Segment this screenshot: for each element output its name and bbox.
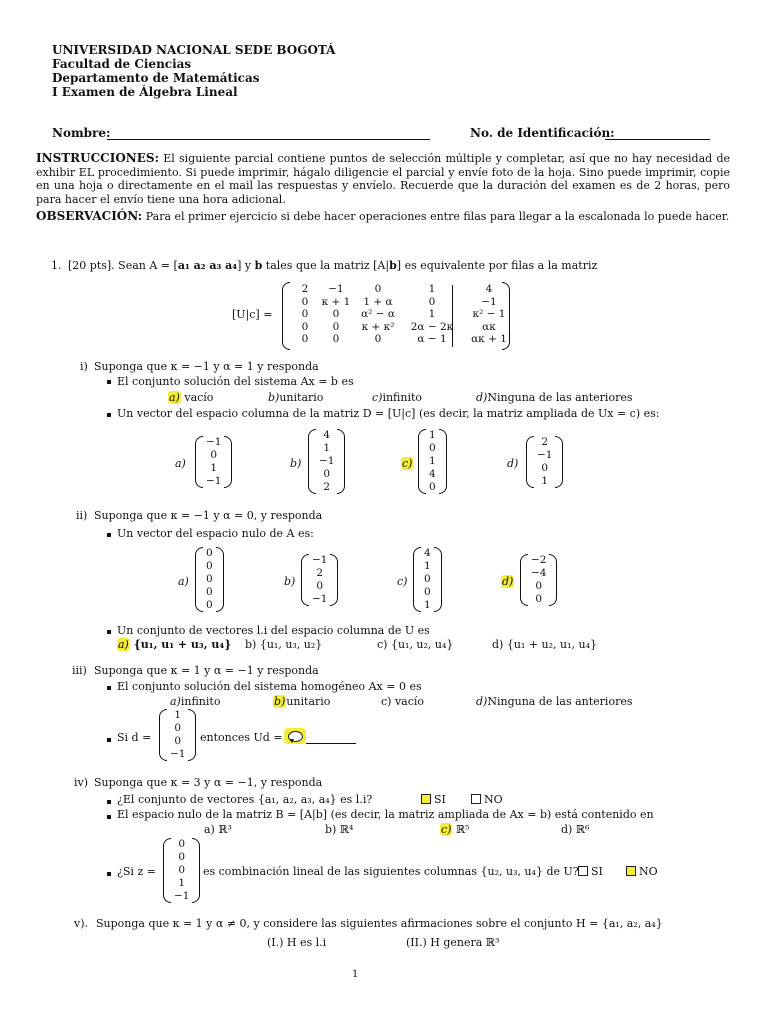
matrix-cell: 1 + α [363,295,393,308]
part-v-label: v). [74,917,89,930]
matrix-cell: 0 [428,295,436,308]
id-field[interactable] [605,139,710,140]
vector-entry: −1 [537,449,553,461]
bullet [107,872,111,876]
vector-entry: 0 [210,449,218,461]
part-i-option-a[interactable]: a) vacío [169,391,214,404]
name-label: Nombre: [52,126,111,140]
checkbox-icon [471,794,481,804]
bullet [107,380,111,384]
matrix-cell: α − 1 [417,333,447,345]
page-number: 1 [352,969,359,980]
part-i-bullet-2: Un vector del espacio columna de la matriz D = [U|c] (es decir, la matriz ampliada de Ux = c) es: [117,407,660,420]
part-iv-bullet-2: El espacio nulo de la matriz B = [A|b] (es decir, la matriz ampliada de Ax = b) está contenido en [117,808,654,821]
part-i-prompt: Suponga que κ = −1 y α = 1 y responda [94,360,319,373]
vector-entry: 0 [174,735,182,747]
vector-entry: 1 [424,560,431,572]
part-iv-b3-si-checkbox[interactable]: SI [578,865,603,878]
vector-entry: 4 [323,429,331,441]
checkbox-icon [578,866,588,876]
bullet [107,800,111,804]
observation: OBSERVACIÓN: Para el primer ejercicio si debe hacer operaciones entre filas para llegar a la escalonada lo puede hacer. [36,209,730,223]
part-iv-no-checkbox[interactable]: NO [471,793,503,806]
part-ii-vec-label-d[interactable]: d) [502,575,514,588]
part-i-vec-label-c[interactable]: c) [402,457,413,470]
part-iv-bullet-1: ¿El conjunto de vectores {a₁, a₂, a₃, a₄} es l.i? [117,793,373,806]
vector-entry: 1 [424,599,431,611]
part-iv-b3-no-checkbox[interactable]: NO [626,865,658,878]
part-ii-set-option-b[interactable]: b) {u₁, u₃, u₂} [245,638,323,651]
matrix-Uc [282,282,510,350]
vector-entry: −1 [206,475,222,487]
vector-entry: 0 [424,586,431,598]
vector-entry: −1 [312,593,328,605]
vector-entry: 1 [429,455,436,467]
part-iv-label: iv) [74,776,89,789]
part-i-label: i) [80,360,88,373]
part-ii-set-option-d[interactable]: d) {u₁ + u₂, u₁, u₄} [492,638,597,651]
department-title: Departamento de Matemáticas [52,71,260,85]
part-iii-option-c[interactable]: c) vacío [381,695,425,708]
q1-intro: [20 pts]. Sean A = [a₁ a₂ a₃ a₄] y b tales que la matriz [A|b] es equivalente por filas a la matriz [68,259,598,272]
part-iv-space-d[interactable]: d) ℝ⁶ [561,823,590,836]
z-vector [163,838,200,903]
matrix-cell: 0 [374,333,382,345]
part-ii-vec-label-c[interactable]: c) [397,575,408,588]
part-i-vector-a [195,436,232,488]
part-ii-vec-label-a[interactable]: a) [178,575,189,588]
vector-entry: 1 [178,877,186,889]
matrix-cell: 2 [301,283,309,295]
part-iv-si-checkbox[interactable]: SI [421,793,446,806]
bullet [107,630,111,634]
vector-entry: 0 [206,586,213,598]
matrix-cell: 4 [485,283,493,295]
vector-entry: 2 [316,567,324,579]
part-iii-option-b[interactable]: b)unitario [274,695,331,708]
part-ii-vector-c [413,547,442,612]
vector-entry: 0 [206,573,213,585]
vector-entry: −2 [531,554,547,566]
part-v-prompt: Suponga que κ = 1 y α ≠ 0, y considere las siguientes afirmaciones sobre el conjunto H = {a₁, a₂, a₄} [96,917,663,930]
part-ii-vector-b [301,554,338,606]
matrix-cell: 0 [301,333,309,345]
name-field[interactable] [107,139,430,140]
part-ii-set-option-c[interactable]: c) {u₁, u₂, u₄} [377,638,454,651]
part-i-vec-label-a[interactable]: a) [175,457,186,470]
d-vector [159,709,196,761]
part-ii-bullet-1: Un vector del espacio nulo de A es: [117,527,314,540]
part-i-option-b[interactable]: b)unitario [268,391,324,404]
vector-entry: −1 [170,748,186,760]
part-iv-space-c[interactable]: c) ℝ⁵ [441,823,470,836]
exam-title: I Examen de Álgebra Lineal [52,85,238,99]
vector-entry: 0 [206,547,213,559]
part-ii-bullet-2: Un conjunto de vectores l.i del espacio columna de U es [117,624,430,637]
matrix-cell: 0 [301,320,309,333]
matrix-cell: κ + κ² [361,320,395,333]
vector-entry: 2 [541,436,549,448]
part-i-vector-d [526,436,563,488]
ud-answer-field[interactable] [306,743,356,744]
checkbox-icon [626,866,636,876]
part-iv-prompt: Suponga que κ = 3 y α = −1, y responda [94,776,323,789]
part-i-vector-c [418,429,447,494]
vector-entry: 4 [424,547,431,559]
part-ii-vec-label-b[interactable]: b) [284,575,296,588]
matrix-cell: 2α − 2κ [410,320,454,333]
bullet [107,815,111,819]
matrix-cell: κ + 1 [321,295,351,308]
vector-entry: −1 [174,890,190,902]
part-iii-option-a[interactable]: a)infinito [170,695,221,708]
vector-entry: 0 [206,560,213,572]
part-i-option-d[interactable]: d)Ninguna de las anteriores [476,391,633,404]
matrix-cell: 1 [428,308,436,320]
vector-entry: 0 [429,442,436,454]
vector-entry: 1 [429,429,436,441]
vector-entry: 0 [178,851,186,863]
matrix-cell: 0 [332,308,340,320]
bullet [107,533,111,537]
matrix-label: [U|c] = [232,308,273,321]
vector-entry: 0 [178,864,186,876]
university-title: UNIVERSIDAD NACIONAL SEDE BOGOTÁ [52,43,336,57]
part-v-statement-2: (II.) H genera ℝ³ [406,936,500,949]
vector-entry: 0 [174,722,182,734]
vector-entry: 0 [429,481,436,493]
part-ii-set-option-a[interactable]: a) {u₁, u₁ + u₃, u₄} [118,638,232,651]
vector-entry: 0 [424,573,431,585]
vector-entry: 0 [535,580,543,592]
instructions: INSTRUCCIONES: El siguiente parcial contiene puntos de selección múltiple y completar, así que no hay necesidad de exhibir EL procedimiento. Si puede imprimir, hágalo diligencie el parcial y envíe foto de la hoja. Sino puede imprimir, copie en una hoja o directamente en el mail las respuestas y envíelo. Recuerde que la duración del examen es de 2 horas, pero para hacer el envío tiene una hora adicional. [36,151,730,206]
part-v-statement-1: (I.) H es l.i [267,936,327,949]
id-label: No. de Identificación: [470,126,615,140]
part-iii-bullet-1: El conjunto solución del sistema homogéneo Ax = 0 es [117,680,422,693]
vector-entry: −1 [206,436,222,448]
si-d-label: Si d = [117,731,152,744]
matrix-cell: 0 [301,308,309,320]
vector-entry: 4 [429,468,436,480]
q1-number: 1. [51,259,62,272]
vector-entry: 0 [316,580,324,592]
part-i-vec-label-d[interactable]: d) [507,457,519,470]
part-ii-label: ii) [76,509,88,522]
part-iv-bullet-3-post: es combinación lineal de las siguientes columnas {u₂, u₃, u₄} de U? [203,865,579,878]
part-ii-vector-a [195,547,224,612]
matrix-cell: ακ [482,320,496,333]
vector-entry: 0 [323,468,331,480]
matrix-cell: 0 [332,333,340,345]
vector-entry: −4 [531,567,547,579]
bullet [107,686,111,690]
matrix-cell: 0 [374,283,382,295]
part-iv-bullet-3-pre: ¿Si z = [117,865,156,878]
matrix-cell: −1 [481,295,497,308]
part-i-vec-label-b[interactable]: b) [290,457,302,470]
vector-entry: 1 [541,475,549,487]
matrix-cell: 0 [301,295,309,308]
part-i-option-c[interactable]: c)infinito [372,391,423,404]
part-ii-vector-d [520,554,557,606]
part-iii-option-d[interactable]: d)Ninguna de las anteriores [476,695,633,708]
checkbox-icon [421,794,431,804]
vector-entry: 2 [323,481,331,493]
part-ii-prompt: Suponga que κ = −1 y α = 0, y responda [94,509,323,522]
vector-entry: −1 [312,554,328,566]
then-ud-label: entonces Ud = [200,731,283,744]
vector-entry: 0 [541,462,549,474]
vector-entry: 1 [210,462,218,474]
part-iii-label: iii) [72,664,87,677]
part-iv-space-b[interactable]: b) ℝ⁴ [325,823,354,836]
part-i-bullet-1: El conjunto solución del sistema Ax = b es [117,375,354,388]
matrix-cell: 0 [332,320,340,333]
matrix-cell: 1 [428,283,436,295]
vector-entry: 0 [178,838,186,850]
bullet [107,738,111,742]
speech-bubble-icon[interactable] [284,728,306,744]
bullet [107,413,111,417]
matrix-cell: κ² − 1 [472,308,506,320]
vector-entry: −1 [319,455,335,467]
vector-entry: 1 [174,709,182,721]
vector-entry: 0 [206,599,213,611]
part-i-vector-b [308,429,345,494]
part-iv-space-a[interactable]: a) ℝ³ [204,823,232,836]
vector-entry: 1 [323,442,331,454]
matrix-cell: ακ + 1 [471,333,507,345]
faculty-title: Facultad de Ciencias [52,57,192,71]
matrix-cell: α² − α [361,308,395,320]
vector-entry: 0 [535,593,543,605]
matrix-cell: −1 [328,283,344,295]
part-iii-prompt: Suponga que κ = 1 y α = −1 y responda [94,664,319,677]
